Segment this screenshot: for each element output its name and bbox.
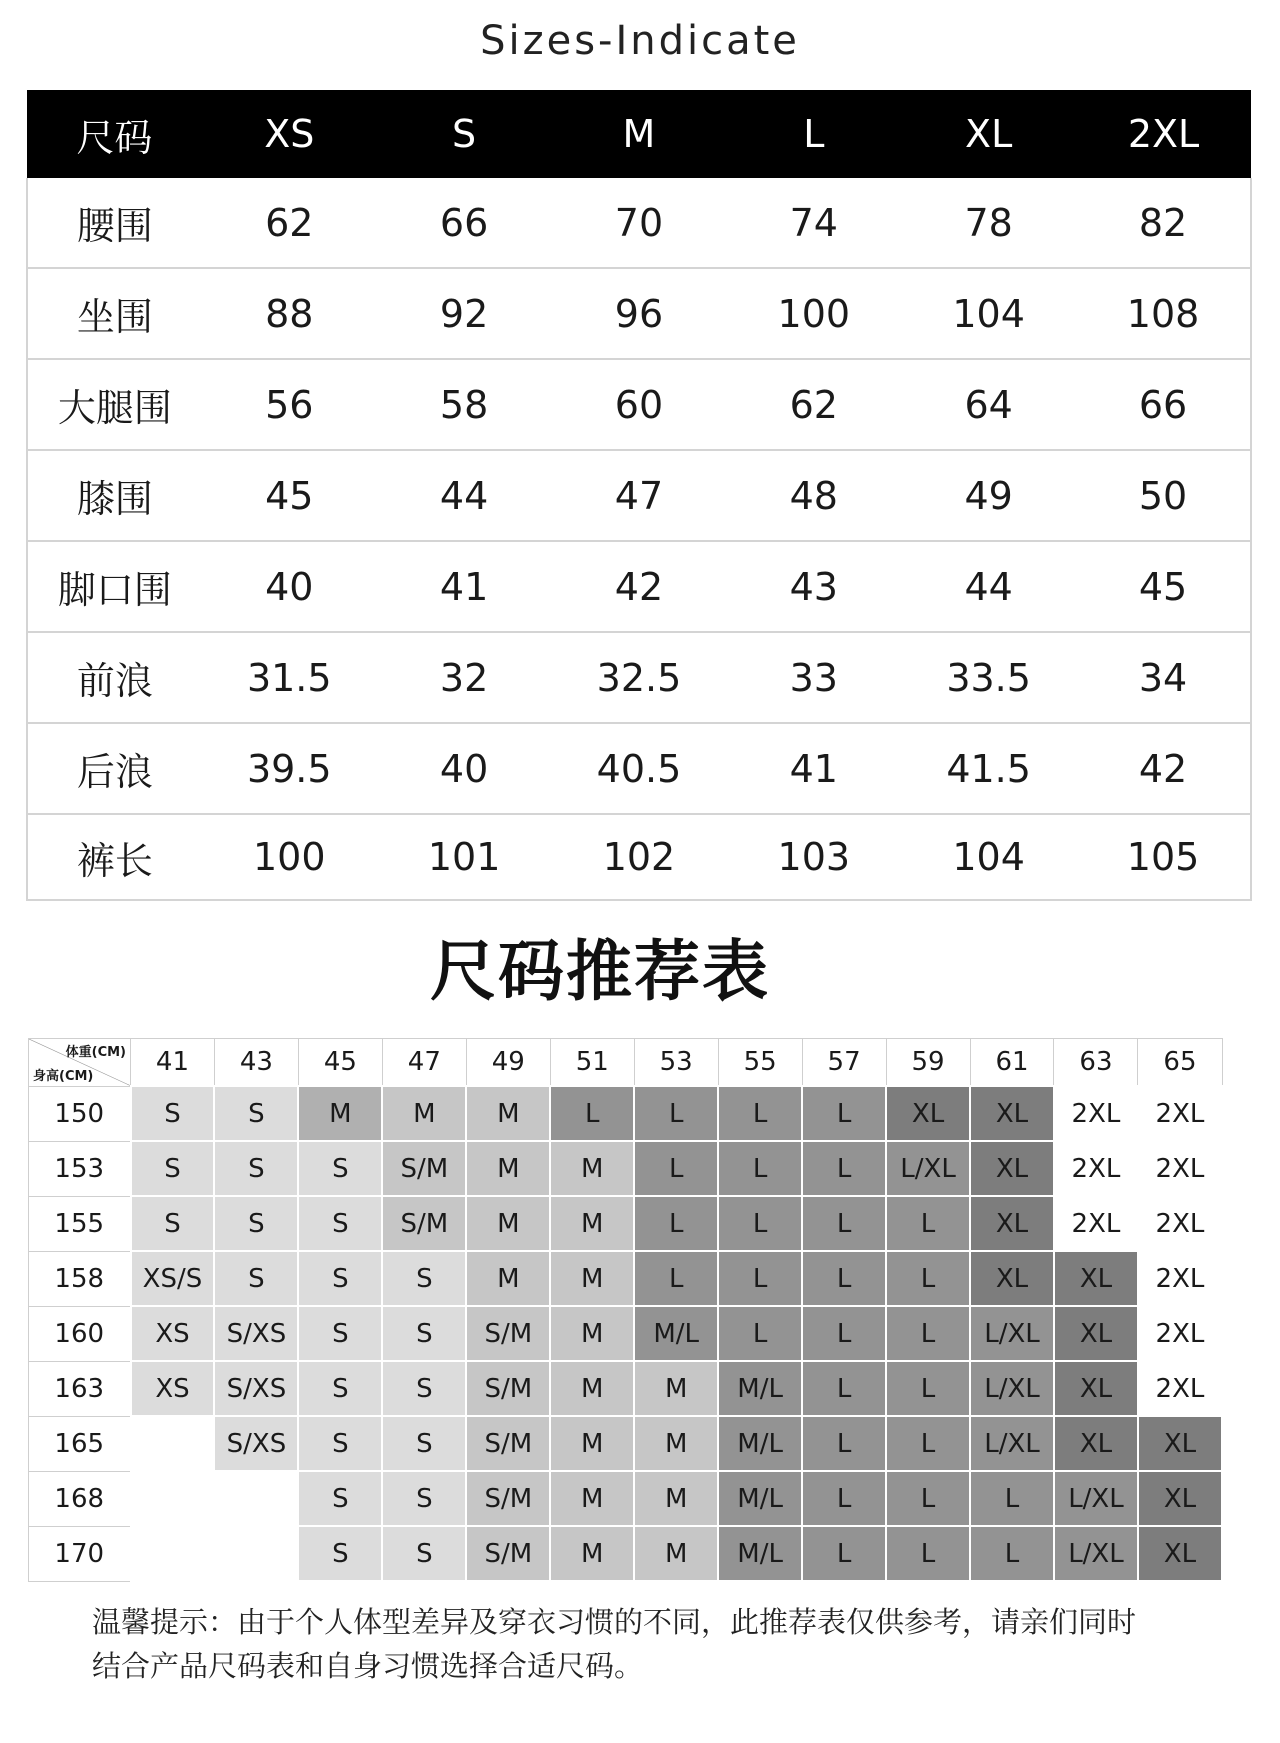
measure-value: 102 bbox=[552, 814, 727, 900]
recommend-cell: 2XL bbox=[1138, 1251, 1222, 1306]
measure-value: 108 bbox=[1076, 268, 1251, 359]
recommend-cell: XL bbox=[970, 1086, 1054, 1141]
height-header: 160 bbox=[29, 1306, 131, 1361]
measure-value: 56 bbox=[202, 359, 377, 450]
measure-value: 60 bbox=[552, 359, 727, 450]
recommend-row bbox=[29, 1196, 1223, 1251]
recommend-cell: L bbox=[802, 1141, 886, 1196]
size-table-row bbox=[27, 268, 1251, 359]
recommend-cell: S/M bbox=[466, 1526, 550, 1581]
recommend-cell: L bbox=[886, 1196, 970, 1251]
recommend-cell: L bbox=[886, 1471, 970, 1526]
recommend-cell: M bbox=[466, 1196, 550, 1251]
recommend-cell: XL bbox=[1138, 1471, 1222, 1526]
size-table-row bbox=[27, 178, 1251, 268]
recommend-cell: M bbox=[550, 1306, 634, 1361]
recommend-cell: S bbox=[382, 1251, 466, 1306]
recommend-cell: S bbox=[382, 1416, 466, 1471]
measure-value: 66 bbox=[1076, 359, 1251, 450]
measure-value: 74 bbox=[726, 178, 901, 268]
height-label: 身高(CM) bbox=[33, 1068, 94, 1084]
weight-header: 51 bbox=[550, 1039, 634, 1087]
measure-value: 41.5 bbox=[901, 723, 1076, 814]
recommend-cell: M/L bbox=[718, 1416, 802, 1471]
measure-value: 66 bbox=[377, 178, 552, 268]
recommend-cell: L bbox=[550, 1086, 634, 1141]
recommend-cell: S/M bbox=[466, 1416, 550, 1471]
recommend-cell: 2XL bbox=[1054, 1196, 1138, 1251]
recommend-cell: S bbox=[298, 1416, 382, 1471]
recommend-cell: M bbox=[550, 1251, 634, 1306]
recommend-cell: 2XL bbox=[1138, 1306, 1222, 1361]
recommend-cell: L bbox=[802, 1306, 886, 1361]
recommend-row bbox=[29, 1526, 1223, 1581]
size-header-l: L bbox=[726, 90, 901, 178]
recommend-cell: S bbox=[214, 1086, 298, 1141]
recommend-cell: S bbox=[214, 1196, 298, 1251]
size-header-label: 尺码 bbox=[27, 90, 202, 178]
recommend-cell: L bbox=[718, 1141, 802, 1196]
recommend-cell: S/XS bbox=[214, 1306, 298, 1361]
weight-header: 65 bbox=[1138, 1039, 1222, 1087]
weight-label: 体重(CM) bbox=[65, 1045, 126, 1060]
measure-value: 58 bbox=[377, 359, 552, 450]
recommend-table bbox=[28, 1038, 1223, 1582]
recommend-cell: M bbox=[634, 1471, 718, 1526]
recommend-cell: S bbox=[214, 1251, 298, 1306]
recommend-cell: L/XL bbox=[970, 1361, 1054, 1416]
recommend-cell: S bbox=[298, 1526, 382, 1581]
recommend-cell: L bbox=[718, 1086, 802, 1141]
recommend-cell: S bbox=[131, 1141, 215, 1196]
recommend-cell: L bbox=[634, 1086, 718, 1141]
recommend-cell: L/XL bbox=[886, 1141, 970, 1196]
height-header: 155 bbox=[29, 1196, 131, 1251]
recommend-cell: S bbox=[214, 1141, 298, 1196]
recommend-cell: M bbox=[466, 1141, 550, 1196]
measure-value: 40.5 bbox=[552, 723, 727, 814]
weight-header: 45 bbox=[298, 1039, 382, 1087]
measure-value: 32.5 bbox=[552, 632, 727, 723]
measure-label: 大腿围 bbox=[27, 359, 202, 450]
measure-label: 裤长 bbox=[27, 814, 202, 900]
recommend-row bbox=[29, 1141, 1223, 1196]
size-header-xl: XL bbox=[901, 90, 1076, 178]
recommend-cell: S bbox=[298, 1361, 382, 1416]
recommend-cell: M bbox=[382, 1086, 466, 1141]
recommend-cell: L bbox=[886, 1361, 970, 1416]
recommend-cell: XL bbox=[970, 1196, 1054, 1251]
recommend-row bbox=[29, 1086, 1223, 1141]
recommend-cell: XS bbox=[131, 1361, 215, 1416]
recommend-cell: M bbox=[550, 1471, 634, 1526]
recommend-row bbox=[29, 1251, 1223, 1306]
size-table bbox=[26, 90, 1252, 901]
measure-value: 39.5 bbox=[202, 723, 377, 814]
recommend-cell: XS/S bbox=[131, 1251, 215, 1306]
measure-label: 膝围 bbox=[27, 450, 202, 541]
recommend-cell: S bbox=[382, 1526, 466, 1581]
recommend-cell: L/XL bbox=[1054, 1471, 1138, 1526]
recommend-cell: S/M bbox=[382, 1141, 466, 1196]
tip-note bbox=[92, 1600, 1192, 1688]
recommend-cell: L bbox=[634, 1141, 718, 1196]
recommend-cell: S/XS bbox=[214, 1416, 298, 1471]
measure-value: 105 bbox=[1076, 814, 1251, 900]
measure-label: 后浪 bbox=[27, 723, 202, 814]
recommend-cell: L bbox=[802, 1086, 886, 1141]
measure-value: 41 bbox=[726, 723, 901, 814]
recommend-cell: XL bbox=[970, 1251, 1054, 1306]
recommend-cell: M bbox=[550, 1526, 634, 1581]
measure-value: 82 bbox=[1076, 178, 1251, 268]
measure-value: 48 bbox=[726, 450, 901, 541]
measure-value: 103 bbox=[726, 814, 901, 900]
measure-label: 脚口围 bbox=[27, 541, 202, 632]
recommend-cell: XL bbox=[1138, 1526, 1222, 1581]
recommend-cell: S bbox=[382, 1306, 466, 1361]
size-table-row bbox=[27, 541, 1251, 632]
measure-value: 40 bbox=[202, 541, 377, 632]
recommend-row bbox=[29, 1361, 1223, 1416]
recommend-cell: L bbox=[802, 1196, 886, 1251]
recommend-cell bbox=[214, 1526, 298, 1581]
recommend-cell: M bbox=[298, 1086, 382, 1141]
recommend-cell: S bbox=[298, 1251, 382, 1306]
measure-value: 62 bbox=[202, 178, 377, 268]
measure-value: 47 bbox=[552, 450, 727, 541]
measure-value: 33.5 bbox=[901, 632, 1076, 723]
recommend-cell: XL bbox=[1054, 1251, 1138, 1306]
measure-value: 96 bbox=[552, 268, 727, 359]
recommend-cell: XL bbox=[1054, 1306, 1138, 1361]
recommend-cell: XL bbox=[970, 1141, 1054, 1196]
weight-header: 47 bbox=[382, 1039, 466, 1087]
recommend-cell: S bbox=[131, 1086, 215, 1141]
recommend-cell: L bbox=[802, 1361, 886, 1416]
recommend-cell: S bbox=[298, 1471, 382, 1526]
recommend-cell: L bbox=[886, 1416, 970, 1471]
recommend-row bbox=[29, 1471, 1223, 1526]
height-header: 168 bbox=[29, 1471, 131, 1526]
measure-value: 70 bbox=[552, 178, 727, 268]
size-header-2xl: 2XL bbox=[1076, 90, 1251, 178]
recommend-cell: L bbox=[970, 1471, 1054, 1526]
size-header-s: S bbox=[377, 90, 552, 178]
height-header: 163 bbox=[29, 1361, 131, 1416]
measure-value: 104 bbox=[901, 268, 1076, 359]
recommend-cell: M/L bbox=[718, 1471, 802, 1526]
weight-header: 49 bbox=[466, 1039, 550, 1087]
weight-header: 55 bbox=[718, 1039, 802, 1087]
measure-value: 44 bbox=[901, 541, 1076, 632]
measure-value: 42 bbox=[552, 541, 727, 632]
measure-value: 41 bbox=[377, 541, 552, 632]
recommend-cell: L bbox=[886, 1526, 970, 1581]
recommend-cell: L bbox=[802, 1251, 886, 1306]
recommend-cell: L bbox=[970, 1526, 1054, 1581]
recommend-cell: S bbox=[298, 1141, 382, 1196]
recommend-cell: S bbox=[382, 1361, 466, 1416]
size-table-row bbox=[27, 450, 1251, 541]
recommend-cell: 2XL bbox=[1054, 1141, 1138, 1196]
weight-header: 41 bbox=[131, 1039, 215, 1087]
size-table-row bbox=[27, 814, 1251, 900]
measure-value: 50 bbox=[1076, 450, 1251, 541]
recommend-cell: M bbox=[550, 1361, 634, 1416]
recommend-cell: L/XL bbox=[1054, 1526, 1138, 1581]
recommend-title: 尺码推荐表 bbox=[430, 933, 770, 1010]
recommend-cell: L bbox=[802, 1416, 886, 1471]
recommend-cell: M bbox=[550, 1196, 634, 1251]
measure-value: 40 bbox=[377, 723, 552, 814]
recommend-cell: M bbox=[634, 1526, 718, 1581]
height-header: 153 bbox=[29, 1141, 131, 1196]
recommend-cell: M bbox=[466, 1251, 550, 1306]
measure-label: 坐围 bbox=[27, 268, 202, 359]
recommend-cell: S bbox=[298, 1306, 382, 1361]
corner-cell bbox=[29, 1039, 131, 1087]
recommend-row bbox=[29, 1416, 1223, 1471]
recommend-cell: L bbox=[718, 1196, 802, 1251]
recommend-cell: S bbox=[298, 1196, 382, 1251]
measure-value: 64 bbox=[901, 359, 1076, 450]
height-header: 165 bbox=[29, 1416, 131, 1471]
recommend-cell: L bbox=[802, 1526, 886, 1581]
recommend-cell: M/L bbox=[718, 1361, 802, 1416]
measure-value: 49 bbox=[901, 450, 1076, 541]
weight-header: 59 bbox=[886, 1039, 970, 1087]
measure-value: 31.5 bbox=[202, 632, 377, 723]
recommend-cell: S/XS bbox=[214, 1361, 298, 1416]
weight-header: 43 bbox=[214, 1039, 298, 1087]
recommend-cell: L bbox=[802, 1471, 886, 1526]
size-table-header bbox=[27, 90, 1251, 178]
recommend-cell: S bbox=[382, 1471, 466, 1526]
recommend-cell: L/XL bbox=[970, 1416, 1054, 1471]
measure-value: 34 bbox=[1076, 632, 1251, 723]
recommend-cell: XL bbox=[1054, 1361, 1138, 1416]
recommend-cell: XL bbox=[886, 1086, 970, 1141]
recommend-cell: M bbox=[550, 1416, 634, 1471]
measure-value: 62 bbox=[726, 359, 901, 450]
weight-header: 53 bbox=[634, 1039, 718, 1087]
recommend-cell: L bbox=[718, 1251, 802, 1306]
recommend-cell bbox=[131, 1526, 215, 1581]
recommend-cell bbox=[131, 1416, 215, 1471]
weight-header-row bbox=[29, 1039, 1223, 1087]
recommend-cell: L bbox=[718, 1306, 802, 1361]
recommend-cell: 2XL bbox=[1138, 1141, 1222, 1196]
measure-value: 43 bbox=[726, 541, 901, 632]
recommend-cell: M bbox=[634, 1361, 718, 1416]
height-header: 170 bbox=[29, 1526, 131, 1581]
recommend-cell: XL bbox=[1054, 1416, 1138, 1471]
size-table-row bbox=[27, 359, 1251, 450]
recommend-cell: XL bbox=[1138, 1416, 1222, 1471]
weight-header: 63 bbox=[1054, 1039, 1138, 1087]
measure-label: 腰围 bbox=[27, 178, 202, 268]
recommend-row bbox=[29, 1306, 1223, 1361]
measure-value: 101 bbox=[377, 814, 552, 900]
measure-value: 42 bbox=[1076, 723, 1251, 814]
measure-value: 44 bbox=[377, 450, 552, 541]
recommend-cell: M bbox=[634, 1416, 718, 1471]
measure-value: 100 bbox=[202, 814, 377, 900]
recommend-cell: M/L bbox=[634, 1306, 718, 1361]
recommend-cell: M bbox=[550, 1141, 634, 1196]
measure-value: 92 bbox=[377, 268, 552, 359]
recommend-cell: L bbox=[886, 1306, 970, 1361]
measure-value: 32 bbox=[377, 632, 552, 723]
recommend-cell: 2XL bbox=[1054, 1086, 1138, 1141]
weight-header: 57 bbox=[802, 1039, 886, 1087]
recommend-cell: L bbox=[886, 1251, 970, 1306]
tip-line-2: 结合产品尺码表和自身习惯选择合适尺码。 bbox=[92, 1649, 644, 1683]
size-table-row bbox=[27, 723, 1251, 814]
height-header: 158 bbox=[29, 1251, 131, 1306]
measure-value: 33 bbox=[726, 632, 901, 723]
recommend-cell: S/M bbox=[466, 1306, 550, 1361]
size-header-m: M bbox=[552, 90, 727, 178]
recommend-cell: S/M bbox=[466, 1471, 550, 1526]
recommend-cell: S/M bbox=[382, 1196, 466, 1251]
measure-value: 88 bbox=[202, 268, 377, 359]
measure-value: 78 bbox=[901, 178, 1076, 268]
weight-header: 61 bbox=[970, 1039, 1054, 1087]
recommend-cell: 2XL bbox=[1138, 1086, 1222, 1141]
recommend-cell: XS bbox=[131, 1306, 215, 1361]
recommend-cell: L bbox=[634, 1196, 718, 1251]
recommend-cell bbox=[131, 1471, 215, 1526]
size-table-row bbox=[27, 632, 1251, 723]
page-title: Sizes-Indicate bbox=[480, 18, 800, 64]
recommend-cell: M/L bbox=[718, 1526, 802, 1581]
measure-value: 45 bbox=[1076, 541, 1251, 632]
measure-label: 前浪 bbox=[27, 632, 202, 723]
recommend-cell: L bbox=[634, 1251, 718, 1306]
recommend-cell: 2XL bbox=[1138, 1361, 1222, 1416]
size-header-xs: XS bbox=[202, 90, 377, 178]
recommend-cell bbox=[214, 1471, 298, 1526]
recommend-cell: L/XL bbox=[970, 1306, 1054, 1361]
height-header: 150 bbox=[29, 1086, 131, 1141]
recommend-cell: M bbox=[466, 1086, 550, 1141]
recommend-cell: 2XL bbox=[1138, 1196, 1222, 1251]
tip-line-1: 温馨提示：由于个人体型差异及穿衣习惯的不同，此推荐表仅供参考，请亲们同时 bbox=[92, 1605, 1137, 1639]
recommend-cell: S bbox=[131, 1196, 215, 1251]
recommend-cell: S/M bbox=[466, 1361, 550, 1416]
measure-value: 104 bbox=[901, 814, 1076, 900]
measure-value: 100 bbox=[726, 268, 901, 359]
measure-value: 45 bbox=[202, 450, 377, 541]
